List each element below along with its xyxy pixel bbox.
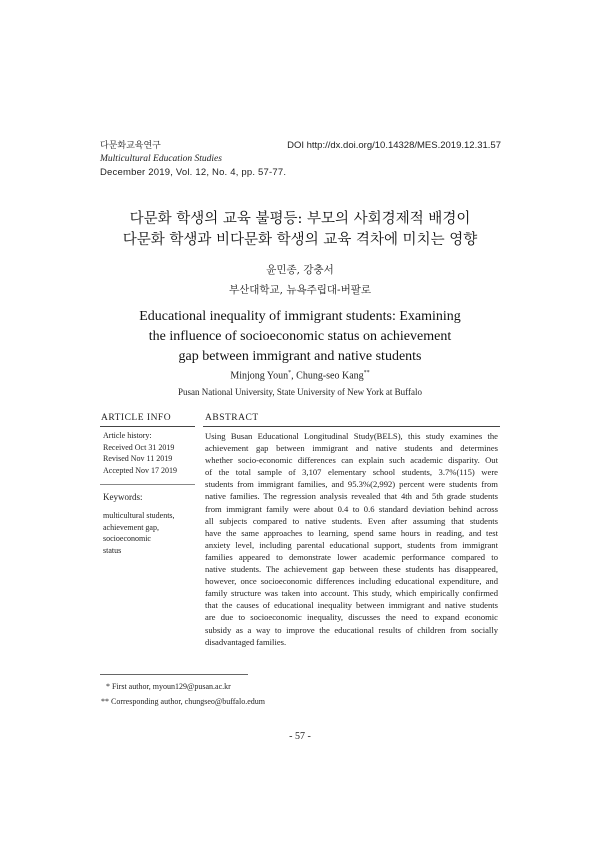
abstract-line: achievement gap between immigrant and native students and determines [205,443,498,454]
footnote-corresponding-author: ** Corresponding author, chungseo@buffalo.edum [101,697,265,706]
abstract-line: have the same approaches to learning, spend same hours in reading, and test [205,527,498,538]
keywords-list [103,510,175,556]
abstract-line: however, once socioeconomic differences including educational expenditure, and [205,576,498,587]
authors-korean: 윤민종, 강충서 [266,264,334,276]
abstract-line: families appeared to demonstrate lower academic performance compared to [205,551,498,562]
title-english-line3: gap between immigrant and native students [178,349,422,364]
article-info-heading: ARTICLE INFO [101,413,172,423]
abstract-heading: ABSTRACT [205,413,259,423]
abstract-line: native families. The regression analysis revealed that 4th and 5th grade students [205,491,498,502]
keyword: status [103,545,122,555]
title-korean-line1: 다문화 학생의 교육 불평등: 부모의 사회경제적 배경이 [129,211,471,227]
keyword: multicultural students, [103,511,175,520]
title-english-line1: Educational inequality of immigrant students: Examining [139,309,461,324]
author-separator: , [291,370,297,382]
title-english [0,307,600,367]
received-date: Received Oct 31 2019 [103,442,175,452]
affiliation-korean: 부산대학교, 뉴욕주립대-버팔로 [228,284,372,296]
article-history [103,430,177,476]
abstract-rule [203,426,500,427]
journal-name-english: Multicultural Education Studies [100,154,222,164]
title-korean [0,209,600,251]
abstract-line: anxiety level, including parental educational support, students from immigrant [205,539,498,550]
author-1-mark: * [288,370,292,376]
abstract-body [205,430,498,648]
abstract-line: that the causes of educational inequality between immigrant and native students [205,600,498,611]
abstract-line: students from immigrant families, and 95.3%(2,992) percent were students from [205,479,498,490]
author-2-mark: ** [363,370,370,376]
doi-link[interactable]: DOI http://dx.doi.org/10.14328/MES.2019.12.31.57 [287,140,501,151]
journal-name-korean: 다문화교육연구 [100,141,161,151]
author-1: Minjong Youn [230,370,289,382]
abstract-line: are due to socioeconomic inequality, discusses the need to expand economic [205,612,498,623]
title-english-line2: the influence of socioeconomic status on achievement [148,329,452,344]
abstract-line: family structure was taken into account. This study, which empirically confirmed [205,588,498,599]
keywords-heading: Keywords: [103,492,143,502]
abstract-line: from immigrant family were about 0.4 to 0.6 standard deviation behind across [205,503,498,514]
abstract-line: of the total sample of 3,107 elementary school students, 3.7%(115) were [205,467,498,478]
page-number: - 57 - [289,731,311,742]
revised-date: Revised Nov 11 2019 [103,454,173,463]
abstract-line: all subjects compared to native students. Even after assuming that students [205,515,498,526]
journal-header [100,140,286,179]
affiliation-english: Pusan National University, State University of New York at Buffalo [178,387,422,397]
abstract-line: whether socio-economic differences can explain such academic disparity. Out [205,455,498,466]
footnote-first-author: * First author, myoun129@pusan.ac.kr [106,682,231,691]
keywords-rule [100,484,195,485]
abstract-line: disadvantaged families. [205,636,287,647]
abstract-line: subsidy as a way to improve the educational results of children from socially [205,624,498,635]
footnote-rule [100,674,248,675]
accepted-date: Accepted Nov 17 2019 [103,465,177,475]
keyword: achievement gap, [103,522,159,532]
issue-info: December 2019, Vol. 12, No. 4, pp. 57-77. [100,167,287,178]
abstract-line: native students. The achievement gap between these students has disappeared, [205,564,498,575]
keyword: socioeconomic [103,534,151,543]
abstract-line: Using Busan Educational Longitudinal Study(BELS), this study examines the [205,431,498,441]
history-label: Article history: [103,431,152,440]
title-korean-line2: 다문화 학생과 비다문화 학생의 교육 격차에 미치는 영향 [122,232,478,248]
author-2: Chung-seo Kang [296,370,364,382]
article-info-rule [100,426,195,427]
authors-english [0,370,600,381]
